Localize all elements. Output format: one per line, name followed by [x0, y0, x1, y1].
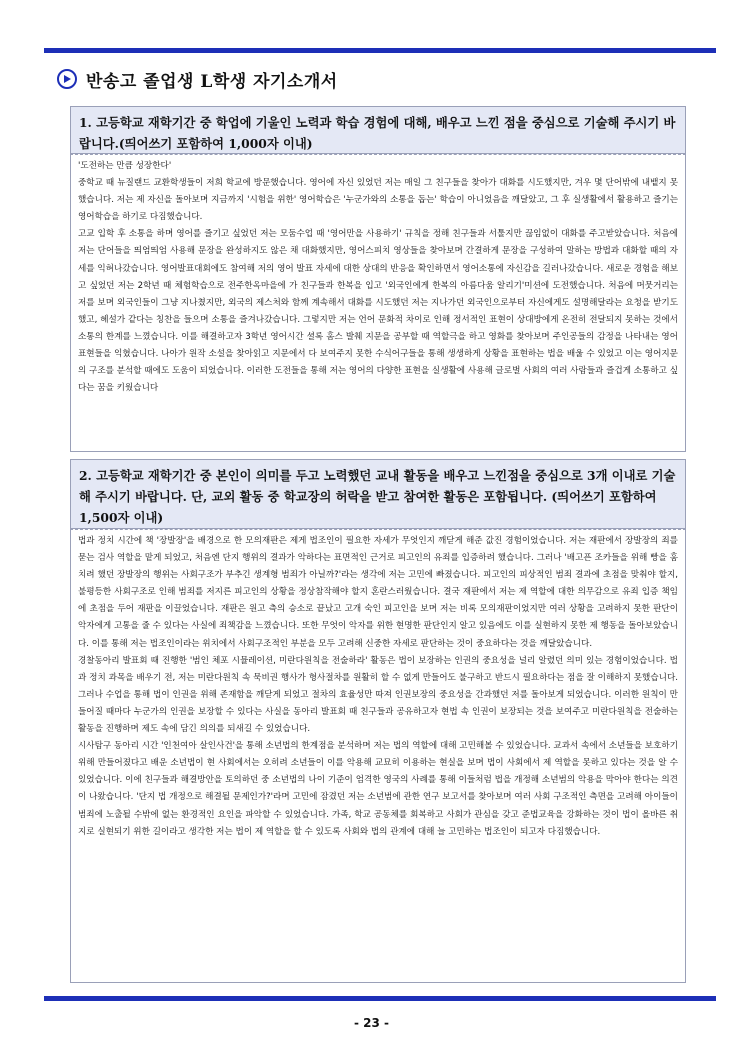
play-icon [57, 69, 77, 89]
top-rule [44, 48, 716, 53]
question-1-prompt: 1. 고등학교 재학기간 중 학업에 기울인 노력과 학습 경험에 대해, 배우고 느낀 점을 중심으로 기술해 주시기 바랍니다.(띄어쓰기 포함하여 1,000자 이내) [70, 106, 686, 154]
document-title-row [57, 67, 338, 91]
question-1-answer [70, 154, 686, 452]
answer-paragraph: 고교 입학 후 소통을 하며 영어를 즐기고 싶었던 저는 모둠수업 때 '영어만을 사용하기' 규칙을 정해 친구들과 서툴지만 끊임없이 대화를 주고받았습니다. 처음에 저는 단어들을 띄엄띄엄 사용해 문장을 완성하지도 않은 채 대화했지만, 영어스피치 영상들을 찾아보며 간결하게 문장을 구성하여 말하는 방법과 대화할 때의 자세를 익혀나갔습니다. 영어발표대회에도 참여해 저의 영어 발표 자세에 대한 상대의 반응을 확인하면서 영어소통에 자신감을 길러나갔습니다. 새로운 경험을 해보고 싶었던 저는 2학년 때 체험학습으로 전주한옥마을에 가 친구들과 한복을 입고 '외국인에게 한복의 아름다움 알리기'미션에 도전했습니다. 처음에 머뭇거리는 저를 보며 외국인들이 그냥 지나쳤지만, 외국의 제스처와 함께 계속해서 대화를 시도했던 저는 지나가던 외국인으로부터 자신에게도 설명해달라는 요청을 받기도 했고, 헤설가 같다는 칭찬을 들으며 소통을 즐겨나갔습니다. 그렇지만 저는 언어 문화적 차이로 인해 정서적인 표현이 상대방에게 온전히 전달되지 못하는 것에서 소통의 한계를 느꼈습니다. 이를 해결하고자 3학년 영어시간 셜록 홈스 발췌 지문을 공부할 때 역할극을 하고 영화를 찾아보며 주인공들의 감정을 나타내는 영어 표현들을 익혔습니다. 나아가 원작 소설을 찾아읽고 지문에서 다 보여주지 못한 수식어구들을 통해 생생하게 상황을 표현하는 법을 배울 수 있었고 이는 영어지문의 구조를 분석할 때에도 도움이 되었습니다. 이러한 도전들을 통해 저는 영어의 다양한 표현을 실생활에 사용해 글로벌 사회의 여러 사람들과 즐겁게 소통하고 싶다는 꿈을 키웠습니다 [78, 229, 678, 394]
answer-paragraph: '도전하는 만큼 성장한다' [78, 161, 172, 171]
answer-paragraph: 시사탐구 동아리 시간 '인천여아 살인사건'을 통해 소년법의 한계점을 분석하며 저는 법의 역할에 대해 고민해볼 수 있었습니다. 교과서 속에서 소년들을 보호하기 위해 만들어졌다고 배운 소년법이 현 사회에서는 오히려 소년들이 이를 악용해 교묘히 이용하는 현실을 보며 법이 사회에서 제 역할을 못하고 있다는 것을 알 수 있었습니다. 이에 친구들과 해결방안을 토의하던 중 소년법의 나이 기준이 엄격한 영국의 사례를 통해 이들처럼 법을 개정해 소년범의 악용을 막아야 한다는 의견이 나왔습니다. '단지 법 개정으로 해결될 문제인가?'라며 고민에 잠겼던 저는 소년범에 관한 연구 보고서를 찾아보며 여러 사회 구조적인 측면을 고려해 아이들이 범죄에 노출될 수밖에 없는 환경적인 요인을 파악할 수 있었습니다. 가족, 학교 공동체를 회복하고 사회가 관심을 갖고 준법교육을 강화하는 것이 법이 올바른 취지로 실현되기 위한 길이라고 생각한 저는 법이 제 역할을 할 수 있도록 사회와 법의 관계에 대해 늘 고민하는 법조인이 되고자 다짐했습니다. [78, 741, 678, 837]
question-2-answer [70, 529, 686, 983]
answer-paragraph: 법과 정치 시간에 책 '장발장'을 배경으로 한 모의재판은 제게 법조인이 필요한 자세가 무엇인지 깨닫게 해준 값진 경험이었습니다. 저는 재판에서 장발장의 죄를 묻는 검사 역할을 맡게 되었고, 처음엔 단지 행위의 결과가 악하다는 표면적인 근거로 피고인의 유죄를 입증하려 했습니다. 그러나 '배고픈 조카들을 위해 빵을 훔치려 했던 장발장의 행위는 사회구조가 부추긴 생계형 범죄가 아닐까?'라는 생각에 저는 고민에 빠졌습니다. 피고인의 피상적인 범죄 결과에 초점을 맞춰야 할지, 불평등한 사회구조로 인해 범죄를 저지른 피고인의 상황을 정상참작해야 할지 혼란스러웠습니다. 결국 재판에서 저는 제 역할에 대한 의무감으로 유죄 입증 책임에 초점을 두어 재판을 이끌었습니다. 재판은 원고 측의 승소로 끝났고 고개 숙인 피고인을 보며 저는 비록 모의재판이었지만 여러 상황을 고려하지 못한 판단이 악자에게 고통을 줄 수 있다는 사실에 죄책감을 느꼈습니다. 또한 무엇이 악자를 위한 현명한 판단인지 알고 있음에도 이를 실현하지 못한 제 행동을 돌아보았습니다. 이를 통해 저는 법조인이라는 위치에서 사회구조적인 부분을 모두 고려해 신중한 자세로 판단하는 것이 중요하다는 것을 깨달았습니다. [78, 536, 678, 649]
document-title: 반송고 졸업생 L학생 자기소개서 [86, 71, 338, 92]
question-2-prompt: 2. 고등학교 재학기간 중 본인이 의미를 두고 노력했던 교내 활동을 배우고 느낀점을 중심으로 3개 이내로 기술해 주시기 바랍니다. 단, 교외 활동 중 학교장의 허락을 받고 참여한 활동은 포함됩니다. (띄어쓰기 포함하여 1,500자 이내) [70, 459, 686, 529]
page-number: - 23 - [353, 1016, 389, 1030]
bottom-rule [44, 996, 716, 1001]
answer-paragraph: 중학교 때 뉴질랜드 교환학생들이 저희 학교에 방문했습니다. 영어에 자신 있었던 저는 매일 그 친구들을 찾아가 대화를 시도했지만, 겨우 몇 단어밖에 내뱉지 못했습니다. 저는 제 자신을 돌아보며 지금까지 '시험을 위한' 영어학습은 '누군가와의 소통을 돕는' 학습이 아니었음을 깨달았고, 그 후 실생활에서 활용하고 즐기는 영어학습을 하기로 다짐했습니다. [78, 178, 678, 223]
answer-paragraph: 경찰동아리 발표회 때 진행한 '범인 체포 시뮬레이션, 미란다원칙을 전술하라' 활동은 법이 보장하는 인권의 중요성을 널리 알렸던 의미 있는 경험이었습니다. 법과 정치 과목을 배우기 전, 저는 미란다원칙 속 묵비권 행사가 형사절차를 원활히 할 수 없게 만들어도 불구하고 반드시 필요하다는 점을 잘 이해하지 못했습니다. 그러나 수업을 통해 법이 인권을 위해 존재함을 깨닫게 되었고 절차의 효율성만 따져 인권보장의 중요성을 간과했던 저를 돌아보게 되었습니다. 이러한 원칙이 만들어질 때마다 누군가의 인권을 보장할 수 있다는 사실을 동아리 발표회 때 친구들과 공유하고자 현법 속 인권이 보장되는 것을 보여주고 미란다원칙을 전술하는 활동을 진행하며 제도 속에 담긴 의의를 되새길 수 있었습니다. [78, 655, 678, 735]
